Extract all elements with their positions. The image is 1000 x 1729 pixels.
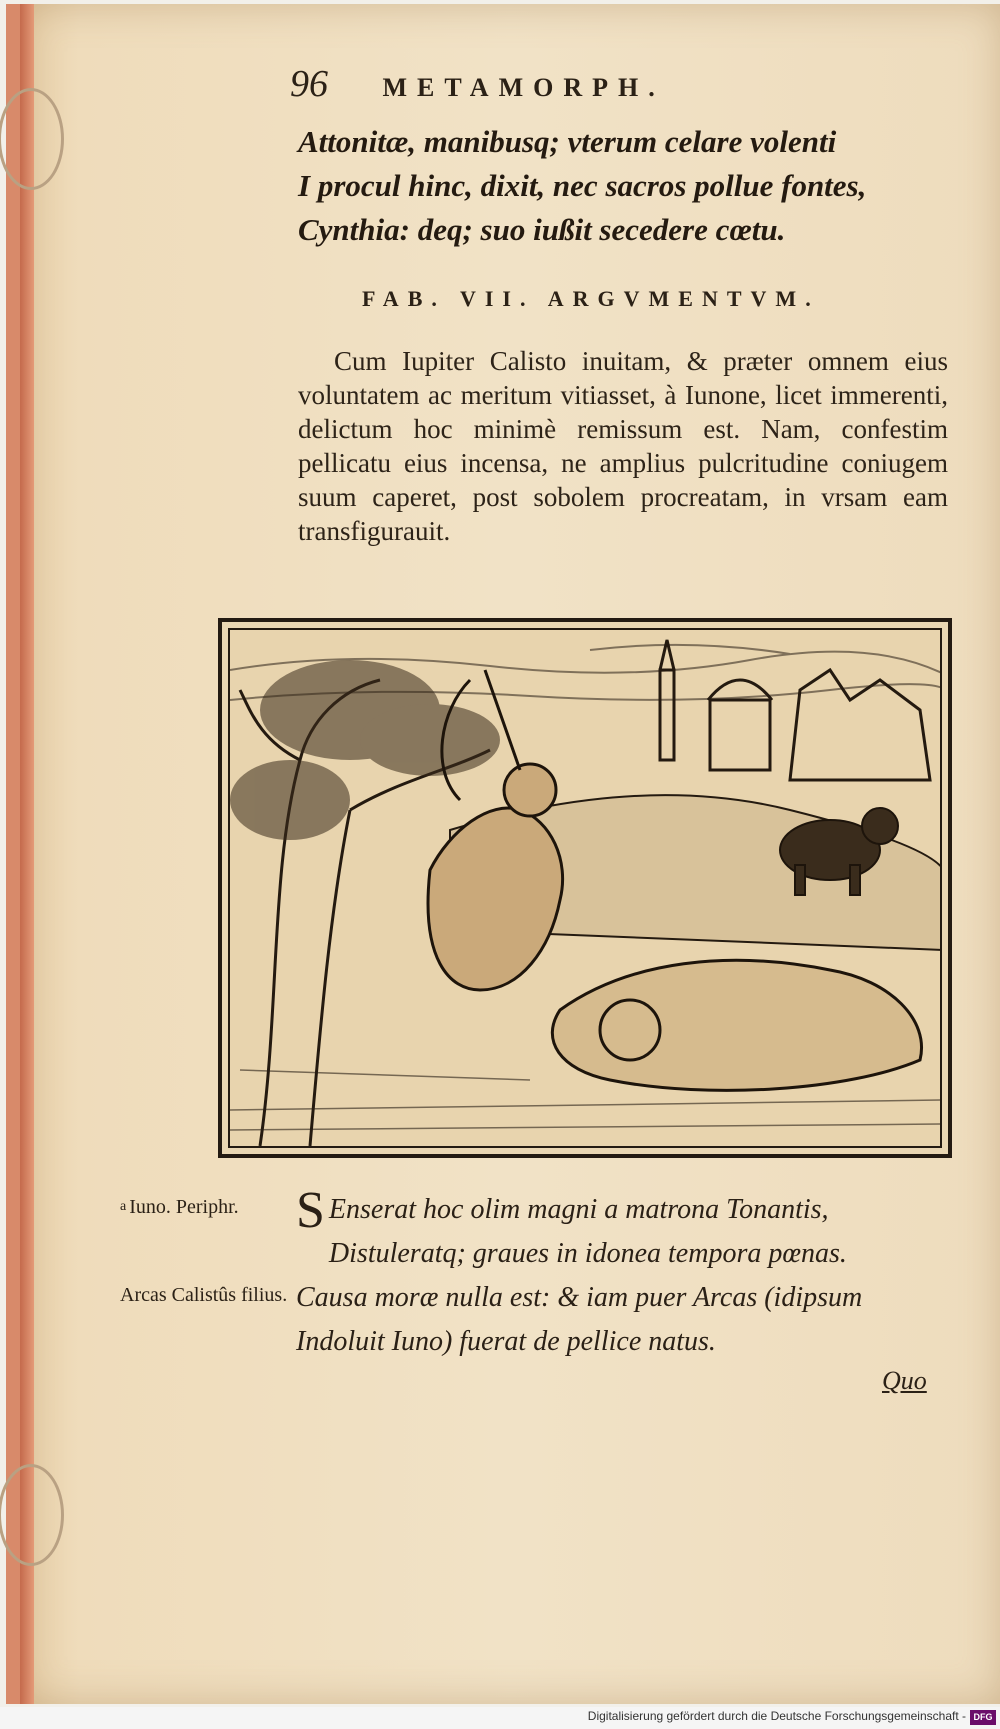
note-mark: a (120, 1199, 127, 1214)
verse-line: Cynthia: deq; suo iußit secedere cœtu. (298, 212, 786, 247)
footer-credit: Digitalisierung gefördert durch die Deutsche Forschungsgemeinschaft - (587, 1709, 966, 1723)
verse-block-bottom (296, 1182, 956, 1364)
verse-line: Enserat hoc olim magni a matrona Tonantis, (328, 1194, 829, 1225)
verse-line: I procul hinc, dixit, nec sacros pollue fontes, (298, 168, 867, 203)
margin-note-text: Arcas Calistûs filius. (120, 1284, 288, 1306)
margin-note (120, 1194, 290, 1220)
argument-paragraph (298, 344, 948, 548)
verse-block-top (298, 120, 938, 252)
running-head (290, 62, 850, 106)
margin-note (120, 1282, 290, 1308)
drop-cap: S (296, 1182, 325, 1239)
woodcut-image (230, 630, 942, 1146)
page-edge (20, 4, 34, 1704)
verse-line: Attonitæ, manibusq; vterum celare volenti (298, 124, 837, 159)
verse-line: Distuleratq; graues in idonea tempora pœnas. (328, 1238, 847, 1269)
running-title: METAMORPH. (382, 73, 665, 102)
margin-note-text: Iuno. Periphr. (129, 1196, 239, 1218)
page-number: 96 (290, 63, 328, 105)
dfg-logo: DFG (970, 1710, 996, 1725)
argument-text: Cum Iupiter Calisto inuitam, & præter omnem eius voluntatem ac meritum vitiasset, à Iunone, licet immerenti, delictum hoc minimè remissum est. Nam, confestim pellicatu eius incensa, ne amplius pulcritudine coniugem suum caperet, post sobolem procreatam, in vrsam eam transfigurauit. (298, 346, 948, 546)
digitization-footer (0, 1707, 1000, 1729)
verse-line: Indoluit Iuno) fuerat de pellice natus. (296, 1326, 716, 1357)
binding-ring-mark (0, 1464, 64, 1566)
verse-line: Causa moræ nulla est: & iam puer Arcas (idipsum (296, 1282, 863, 1313)
fable-heading: FAB. VII. ARGVMENTVM. (362, 286, 820, 311)
binding-ring-mark (0, 88, 64, 190)
catchword: Quo (882, 1366, 927, 1395)
woodcut-illustration (218, 618, 952, 1158)
